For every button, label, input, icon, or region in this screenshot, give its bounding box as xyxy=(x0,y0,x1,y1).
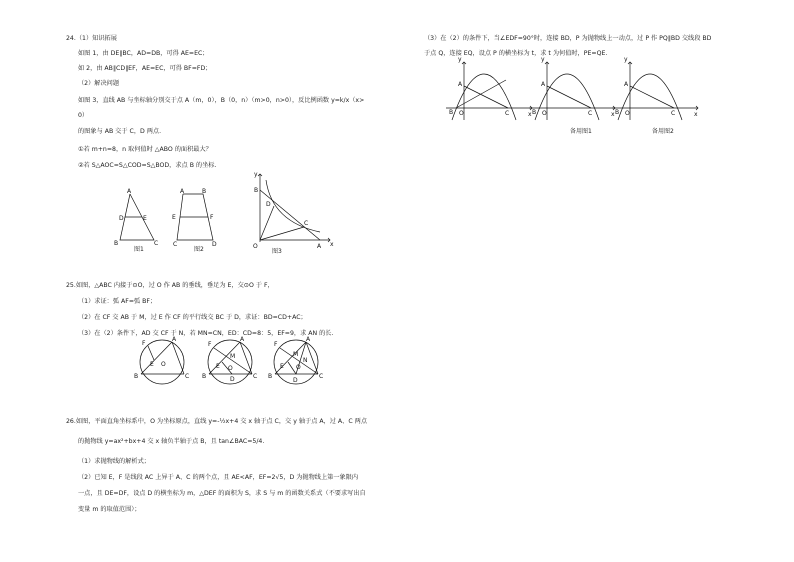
parabola-figure-main xyxy=(444,56,537,124)
label-B: B xyxy=(202,373,207,380)
label-C: C xyxy=(253,373,258,380)
q24-line2: 如 2，由 AB∥CD∥EF，AE=EC，可得 BF=FD； xyxy=(78,65,212,72)
q26-line5: 一点，且 DE=DF，设点 D 的横坐标为 m，△DEF 的面积为 S，求 S 与 m 的函数关系式（不要求写出自 xyxy=(78,490,366,497)
label-O: O xyxy=(625,110,630,117)
label-O: O xyxy=(296,364,301,371)
label-B: B xyxy=(114,240,119,247)
label-B: B xyxy=(202,188,207,195)
q24-fig2-caption: 图2 xyxy=(194,246,204,253)
label-O: O xyxy=(542,110,547,117)
q26-line2: 的抛物线 y=ax²+bx+4 交 x 轴负半轴于点 B，且 tan∠BAC=5/4. xyxy=(78,438,265,445)
q25-line3: （2）在 CF 交 AB 于 M，过 E 作 CF 的平行线交 BC 于 D，求证：BD=CD+AC； xyxy=(78,314,307,321)
label-E: E xyxy=(150,361,154,368)
label-E: E xyxy=(216,363,220,370)
q26-line6: 变量 m 的取值范围）； xyxy=(78,506,141,513)
label-y: y xyxy=(254,171,258,178)
label-B: B xyxy=(449,109,454,116)
label-M: M xyxy=(293,351,299,358)
q24-line7: ①若 m+n=8，n 取何值时 △ABO 的面积最大？ xyxy=(78,146,212,153)
label-O: O xyxy=(228,365,233,372)
label-A: A xyxy=(172,336,177,343)
label-D: D xyxy=(266,201,271,208)
label-D: D xyxy=(230,376,235,383)
q24-figure-2 xyxy=(172,188,235,252)
backup-figure-1-caption: 备用图1 xyxy=(570,128,592,135)
label-x: x xyxy=(611,111,615,118)
label-B: B xyxy=(268,373,273,380)
label-O: O xyxy=(253,243,258,250)
backup-figure-2-caption: 备用图2 xyxy=(652,128,674,135)
label-F: F xyxy=(142,340,146,347)
label-N: N xyxy=(303,357,308,364)
label-y: y xyxy=(624,56,628,63)
q25-figure-3 xyxy=(266,338,328,388)
q24-line6: 的图象与 AB 交于 C，D 两点. xyxy=(78,128,162,135)
q24-figure-1 xyxy=(112,190,172,252)
label-A: A xyxy=(127,188,132,195)
q26-line4: （2）已知 E，F 是线段 AC 上异于 A、C 的两个点，且 AE<AF，EF=2√5，D 为抛物线上第一象限内 xyxy=(78,474,359,481)
label-C: C xyxy=(588,110,593,117)
label-A: A xyxy=(624,81,629,88)
label-x: x xyxy=(528,111,532,118)
q25-line2: （1）求证：弧 AF=弧 BF； xyxy=(78,298,157,305)
right-line2: 于点 Q，连接 EQ，设点 P 的横坐标为 t，求 t 为何值时，PE=QE. xyxy=(424,50,608,57)
label-O: O xyxy=(161,361,166,368)
label-A: A xyxy=(541,81,546,88)
label-E: E xyxy=(172,214,176,221)
q24-line5: 0） xyxy=(78,112,89,119)
parabola-figure-backup2 xyxy=(610,58,700,124)
label-A: A xyxy=(317,243,322,250)
q24-line1: 如图 1，由 DE∥BC，AD=DB，可得 AE=EC； xyxy=(78,50,209,57)
label-A: A xyxy=(306,336,311,343)
label-D: D xyxy=(293,377,298,384)
label-B: B xyxy=(532,109,537,116)
right-line1: （3）在（2）的条件下，当∠EDF=90°时，连接 BD，P 为抛物线上一动点，过 P 作 PQ∥BD 交线段 BD xyxy=(424,35,712,42)
q24-line4: 如图 3，直线 AB 与坐标轴分别交于点 A（m，0），B（0，n）（m>0，n>0），反比例函数 y=k/x（x> xyxy=(78,97,365,104)
label-A: A xyxy=(240,336,245,343)
label-F: F xyxy=(274,341,278,348)
q24-fig1-caption: 图1 xyxy=(134,246,144,253)
label-D: D xyxy=(212,241,217,248)
q26-line1: 26.如图，平面直角坐标系中，O 为坐标原点，直线 y=-½x+4 交 x 轴于点 C，交 y 轴于点 A，过 A、C 两点 xyxy=(66,418,368,425)
parabola-figure-backup1 xyxy=(527,56,620,124)
label-F: F xyxy=(208,341,212,348)
label-C: C xyxy=(154,240,159,247)
label-C: C xyxy=(671,110,676,117)
label-C: C xyxy=(185,373,190,380)
label-C: C xyxy=(304,220,309,227)
label-O: O xyxy=(459,110,464,117)
q24-line3: （2）解决问题 xyxy=(78,80,120,87)
q24-header: 24.（1）知识拓展 xyxy=(66,35,117,42)
label-F: F xyxy=(210,214,214,221)
label-D: D xyxy=(119,215,124,222)
q24-figure-3 xyxy=(244,170,334,250)
q25-line1: 25.如图，△ABC 内接于⊙O，过 O 作 AB 的垂线，垂足为 E，交⊙O 于 F， xyxy=(66,282,274,289)
label-B: B xyxy=(615,109,620,116)
label-B: B xyxy=(134,373,139,380)
q26-line3: （1）求抛物线的解析式； xyxy=(78,458,150,465)
q25-figure-2 xyxy=(200,338,262,388)
q25-figure-1 xyxy=(132,338,194,388)
label-A: A xyxy=(458,81,463,88)
q24-fig3-caption: 图3 xyxy=(272,248,282,255)
label-E: E xyxy=(143,215,147,222)
label-x: x xyxy=(330,241,334,248)
label-C: C xyxy=(319,373,324,380)
label-M: M xyxy=(230,353,236,360)
label-C: C xyxy=(505,110,510,117)
label-x: x xyxy=(694,111,698,118)
q25-line4: （3）在（2）条件下，AD 交 CF 于 N，若 MN=CN，ED：CD=8：5，EF=9，求 AN 的长. xyxy=(78,330,334,337)
label-C: C xyxy=(173,241,178,248)
label-y: y xyxy=(458,56,462,63)
label-y: y xyxy=(541,56,545,63)
label-B: B xyxy=(254,187,259,194)
label-A: A xyxy=(180,188,185,195)
q24-line8: ②若 S△AOC=S△COD=S△BOD，求点 B 的坐标. xyxy=(78,162,217,169)
label-E: E xyxy=(280,363,284,370)
